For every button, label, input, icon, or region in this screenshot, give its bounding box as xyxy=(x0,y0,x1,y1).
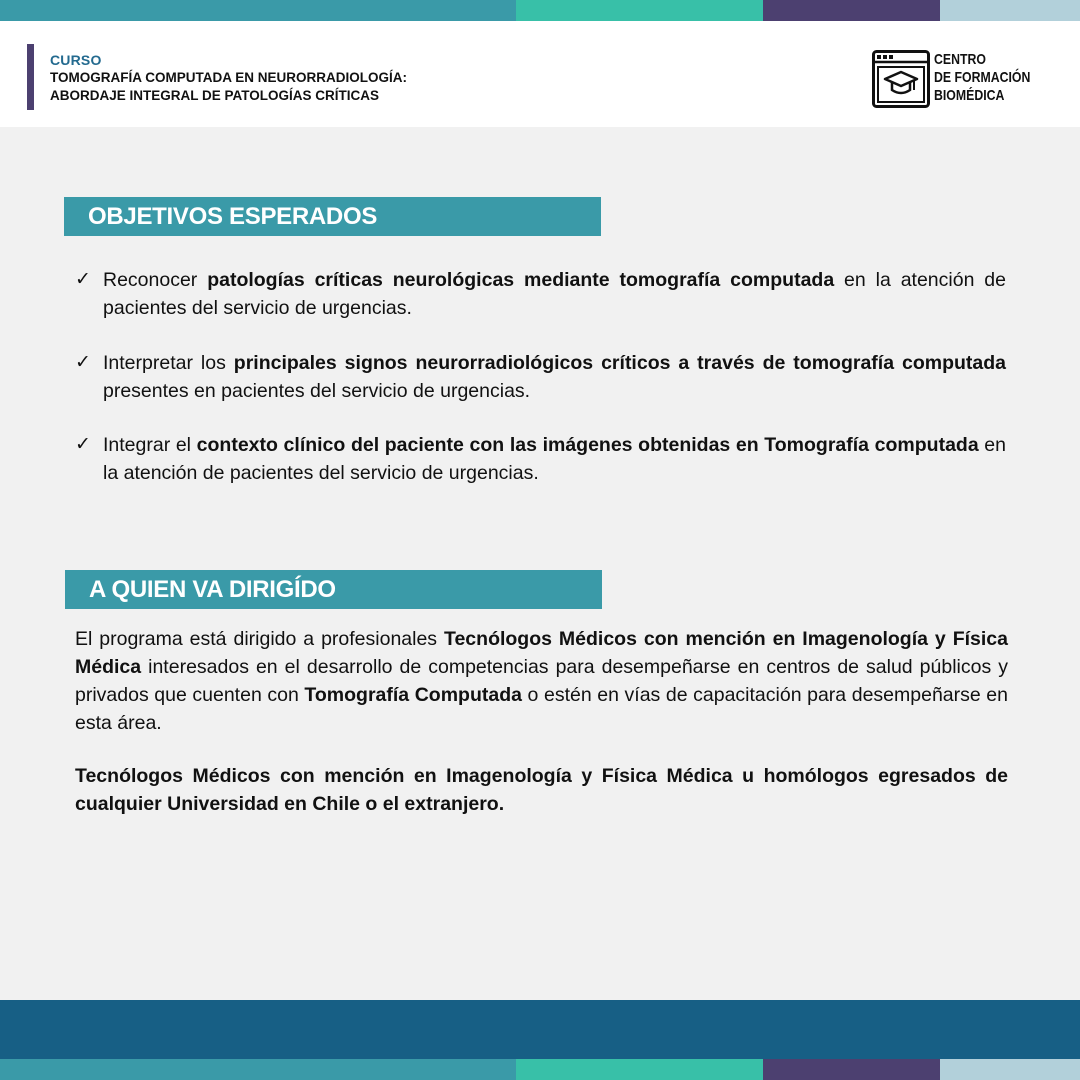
stripe-teal xyxy=(0,0,516,21)
footer-band xyxy=(0,1000,1080,1059)
bottom-color-stripe xyxy=(0,1059,1080,1080)
top-color-stripe xyxy=(0,0,1080,21)
objective-text-bold: contexto clínico del paciente con las imágenes obtenidas en Tomografía computada xyxy=(196,434,979,456)
audience-text-3: o estén en vías de capacitación para desempeñarse en esta área. xyxy=(75,684,1008,734)
stripe-purple xyxy=(763,1059,940,1080)
objective-text-bold: patologías críticas neurológicas mediante tomografía computada xyxy=(207,269,835,291)
audience-text-2: interesados en el desarrollo de competencias para desempeñarse en centros de salud públicos y privados que cuenten con xyxy=(75,656,1008,706)
objective-item xyxy=(75,349,1006,405)
stripe-purple xyxy=(763,0,940,21)
header xyxy=(0,21,1080,127)
objective-item xyxy=(75,266,1006,322)
stripe-light-blue xyxy=(940,1059,1080,1080)
logo-text-line-2: DE FORMACIÓN xyxy=(934,69,1031,86)
audience-paragraph xyxy=(75,625,1008,737)
objective-text-bold: principales signos neurorradiológicos críticos a través de tomografía computada xyxy=(233,352,1006,374)
header-accent-bar xyxy=(27,44,34,110)
course-title-line-2: ABORDAJE INTEGRAL DE PATOLOGÍAS CRÍTICAS xyxy=(50,88,380,103)
audience-text-1: El programa está dirigido a profesionales xyxy=(75,628,444,650)
objective-text xyxy=(75,349,1006,405)
audience-bold-2: Tomografía Computada xyxy=(304,684,522,706)
objective-text xyxy=(75,431,1006,487)
checkmark-icon: ✓ xyxy=(75,434,91,455)
objective-text xyxy=(75,266,1006,322)
objective-item xyxy=(75,431,1006,487)
objective-text-lead: Interpretar los xyxy=(103,352,234,374)
course-label: CURSO xyxy=(50,52,102,68)
logo xyxy=(872,50,1032,108)
objectives-heading: OBJETIVOS ESPERADOS xyxy=(64,197,601,236)
logo-text-line-3: BIOMÉDICA xyxy=(934,87,1005,104)
checkmark-icon: ✓ xyxy=(75,352,91,373)
graduation-cap-icon xyxy=(872,50,930,108)
objective-text-tail: en la atención de pacientes del servicio de urgencias. xyxy=(103,434,1006,484)
checkmark-icon: ✓ xyxy=(75,269,91,290)
stripe-light-blue xyxy=(940,0,1080,21)
objective-text-tail: en la atención de pacientes del servicio de urgencias. xyxy=(103,269,1006,319)
audience-bold-1: Tecnólogos Médicos con mención en Imagenología y Física Médica xyxy=(75,628,1008,678)
stripe-mint xyxy=(516,0,763,21)
objective-text-lead: Integrar el xyxy=(103,434,197,456)
audience-note: Tecnólogos Médicos con mención en Imagenología y Física Médica u homólogos egresados de cualquier Universidad en Chile o el extranjero. xyxy=(75,765,1008,815)
audience-heading: A QUIEN VA DIRIGÍDO xyxy=(65,570,602,609)
stripe-mint xyxy=(516,1059,763,1080)
objective-text-tail: presentes en pacientes del servicio de urgencias. xyxy=(103,380,531,402)
course-title-line-1: TOMOGRAFÍA COMPUTADA EN NEURORRADIOLOGÍA: xyxy=(50,70,407,85)
stripe-teal xyxy=(0,1059,516,1080)
logo-text-line-1: CENTRO xyxy=(934,51,986,68)
objective-text-lead: Reconocer xyxy=(103,269,208,291)
